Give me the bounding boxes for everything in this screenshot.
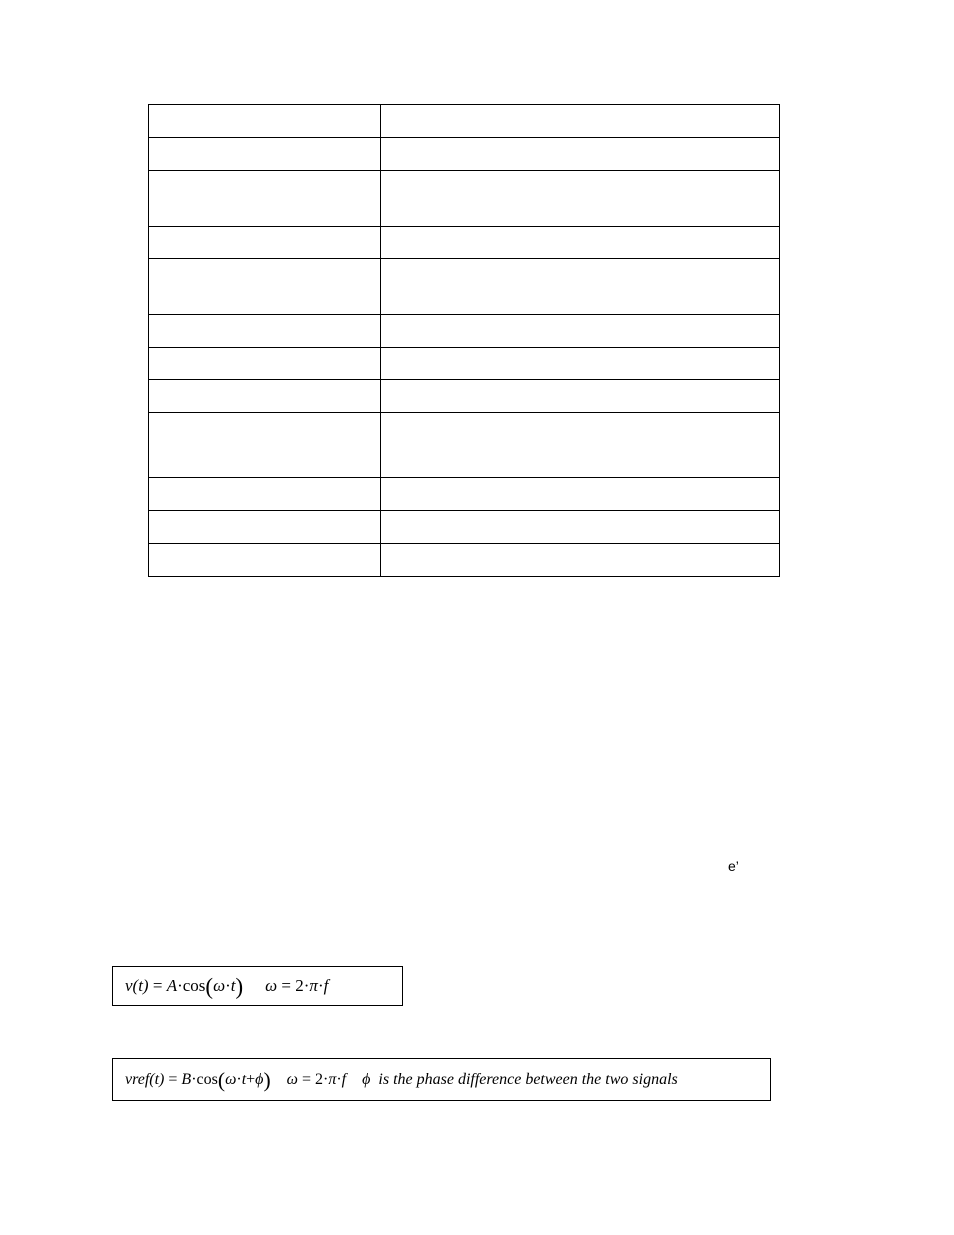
eq-frequency: f xyxy=(323,976,329,995)
eq-omega: ω xyxy=(213,976,226,995)
eq-phi: ϕ xyxy=(255,1070,264,1088)
reference-equation-box: vref(t) = B · cos ( ω · t + ϕ ) ω = 2 · π · f ϕ is the phase difference between the two signals xyxy=(112,1058,771,1101)
table-cell xyxy=(381,138,780,171)
table-cell xyxy=(149,413,381,478)
eq-dot: · xyxy=(177,976,183,995)
eq-equals: = xyxy=(168,1070,178,1088)
table-row xyxy=(149,227,780,259)
table-cell xyxy=(149,478,381,511)
table-row xyxy=(149,105,780,138)
eq-plus: + xyxy=(246,1070,256,1088)
table-cell xyxy=(381,171,780,227)
eq-dot: · xyxy=(191,1070,197,1088)
eq-amplitude: A xyxy=(166,976,178,995)
eq-pi: π xyxy=(328,1070,337,1088)
eq-dot: · xyxy=(225,976,231,995)
table-cell xyxy=(149,227,381,259)
table-row xyxy=(149,171,780,227)
eq-function: cos xyxy=(182,976,206,995)
table-cell xyxy=(149,511,381,544)
eq-omega: ω xyxy=(225,1070,237,1088)
eq-dot: · xyxy=(236,1070,242,1088)
table-cell xyxy=(381,105,780,138)
table-cell xyxy=(381,478,780,511)
signal-equation-box: v(t) = A · cos ( ω · t ) ω = 2 · π · f xyxy=(112,966,403,1006)
table-row xyxy=(149,413,780,478)
eq-equals: = xyxy=(281,976,291,995)
eq-omega: ω xyxy=(286,1070,298,1088)
eq-note: is the phase difference between the two signals xyxy=(378,1070,678,1088)
eq-phi: ϕ xyxy=(362,1070,371,1088)
eq-lhs: v(t) xyxy=(125,976,149,995)
eq-omega: ω xyxy=(265,976,278,995)
eq-dot: · xyxy=(336,1070,342,1088)
table-cell xyxy=(381,544,780,577)
table-row xyxy=(149,315,780,348)
eq-dot: · xyxy=(322,1070,329,1088)
table-cell xyxy=(149,544,381,577)
eq-equals: = xyxy=(301,1070,311,1088)
eq-pi: π xyxy=(309,976,318,995)
eq-two: 2 xyxy=(314,1070,323,1088)
table-cell xyxy=(381,315,780,348)
eq-dot: · xyxy=(303,976,310,995)
table-row xyxy=(149,259,780,315)
eq-frequency: f xyxy=(341,1070,347,1088)
table-row xyxy=(149,348,780,380)
table-cell xyxy=(149,315,381,348)
table-cell xyxy=(381,227,780,259)
table-cell xyxy=(381,259,780,315)
eq-amplitude: B xyxy=(181,1070,192,1088)
eq-equals: = xyxy=(152,976,163,995)
table-row xyxy=(149,478,780,511)
table-cell xyxy=(381,380,780,413)
table-cell xyxy=(149,138,381,171)
data-table xyxy=(148,104,780,577)
table-row xyxy=(149,380,780,413)
table-cell xyxy=(149,380,381,413)
eq-function: cos xyxy=(196,1070,218,1088)
eq-lhs: vref(t) xyxy=(125,1070,165,1088)
eq-time: t xyxy=(241,1070,247,1088)
eq-dot: · xyxy=(317,976,324,995)
table-cell xyxy=(381,348,780,380)
table-cell xyxy=(149,259,381,315)
table-cell xyxy=(381,413,780,478)
table-row xyxy=(149,138,780,171)
eq-two: 2 xyxy=(295,976,304,995)
table-row xyxy=(149,544,780,577)
table-cell xyxy=(149,171,381,227)
table-cell xyxy=(149,348,381,380)
eq-time: t xyxy=(230,976,236,995)
table-row xyxy=(149,511,780,544)
stray-text-fragment: e’ xyxy=(728,858,739,874)
table-cell xyxy=(149,105,381,138)
table-cell xyxy=(381,511,780,544)
